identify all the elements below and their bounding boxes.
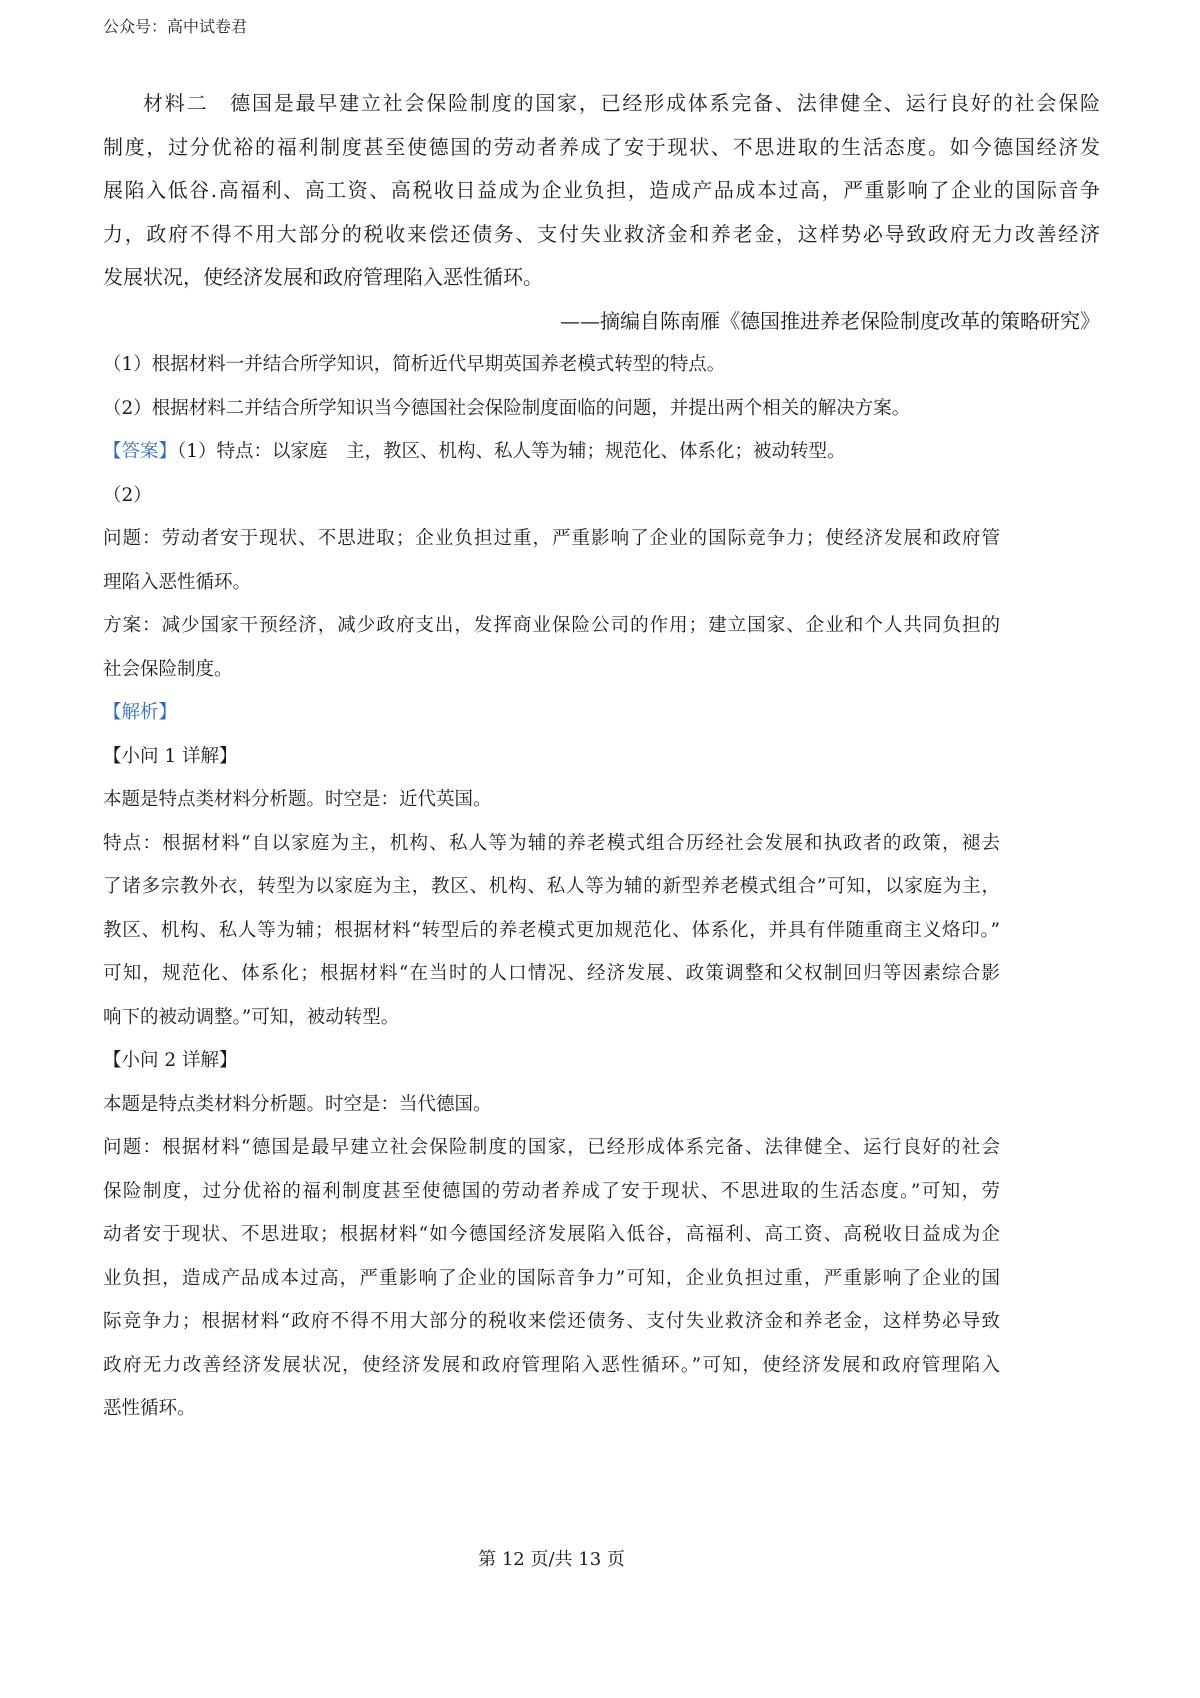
page-number: 第 12 页/共 13 页 bbox=[478, 1549, 625, 1570]
sub-question-2-line: 保险制度，过分优裕的福利制度甚至使德国的劳动者养成了安于现状、不思进取的生活态度。”可知，劳 bbox=[103, 1180, 1000, 1202]
answer-solution-line: 方案：减少国家干预经济，减少政府支出，发挥商业保险公司的作用；建立国家、企业和个人共同负担的 bbox=[103, 615, 1000, 637]
material-line: 制度，过分优裕的福利制度甚至使德国的劳动者养成了安于现状、不思进取的生活态度。如今德国经济发 bbox=[103, 134, 1100, 159]
material-line: 材料二 德国是最早建立社会保险制度的国家，已经形成体系完备、法律健全、运行良好的社会保险 bbox=[143, 91, 1100, 115]
document-body bbox=[103, 82, 1100, 1431]
answer-problem-line: 问题：劳动者安于现状、不思进取；企业负担过重，严重影响了企业的国际竞争力；使经济发展和政府管 bbox=[103, 528, 1000, 550]
sub-question-1-line: 可知，规范化、体系化；根据材料“在当时的人口情况、经济发展、政策调整和父权制回归等因素综合影 bbox=[103, 963, 1000, 985]
header-label: 公众号：高中试卷君 bbox=[103, 17, 248, 36]
answer-part-1-text: （1）特点：以家庭 主，教区、机构、私人等为辅；规范化、体系化；被动转型。 bbox=[177, 441, 846, 463]
sub-question-2-line: 恶性循环。 bbox=[103, 1398, 196, 1420]
material-line: 展陷入低谷.高福利、高工资、高税收日益成为企业负担，造成产品成本过高，严重影响了企业的国际音争 bbox=[103, 178, 1100, 203]
sub-question-2-line: 问题：根据材料“德国是最早建立社会保险制度的国家，已经形成体系完备、法律健全、运行良好的社会 bbox=[103, 1137, 1000, 1159]
question-2: （2）根据材料二并结合所学知识当今德国社会保险制度面临的问题，并提出两个相关的解决方案。 bbox=[103, 397, 911, 419]
sub-question-1-line: 响下的被动调整。”可知，被动转型。 bbox=[103, 1006, 400, 1028]
sub-question-2-title: 【小问 2 详解】 bbox=[103, 1050, 238, 1072]
material-line: 发展状况，使经济发展和政府管理陷入恶性循环。 bbox=[103, 265, 543, 290]
sub-question-1-line: 了诸多宗教外衣，转型为以家庭为主，教区、机构、私人等为辅的新型养老模式组合”可知，以家庭为主， bbox=[103, 876, 1000, 898]
sub-question-1-line: 特点：根据材料“自以家庭为主，机构、私人等为辅的养老模式组合历经社会发展和执政者的政策，褪去 bbox=[103, 832, 1000, 854]
sub-question-1-title: 【小问 1 详解】 bbox=[103, 745, 238, 767]
sub-question-2-line: 动者安于现状、不思进取；根据材料“如今德国经济发展陷入低谷，高福利、高工资、高税收日益成为企 bbox=[103, 1224, 1000, 1246]
question-1: （1）根据材料一并结合所学知识，简析近代早期英国养老模式转型的特点。 bbox=[103, 354, 726, 376]
answer-label: 【答案】 bbox=[103, 441, 178, 463]
material-source: ——摘编自陈南雁《德国推进养老保险制度改革的策略研究》 bbox=[560, 308, 1100, 333]
answer-solution-line: 社会保险制度。 bbox=[103, 658, 233, 680]
material-line: 力，政府不得不用大部分的税收来偿还债务、支付失业救济金和养老金，这样势必导致政府无力改善经济 bbox=[103, 221, 1100, 246]
answer-problem-line: 理陷入恶性循环。 bbox=[103, 571, 252, 593]
sub-question-2-line: 业负担，造成产品成本过高，严重影响了企业的国际音争力”可知，企业负担过重，严重影响了企业的国 bbox=[103, 1267, 1000, 1289]
sub-question-1-intro: 本题是特点类材料分析题。时空是：近代英国。 bbox=[103, 789, 492, 811]
answer-part-2-label: （2） bbox=[103, 484, 152, 506]
sub-question-1-line: 教区、机构、私人等为辅；根据材料“转型后的养老模式更加规范化、体系化，并具有伴随重商主义烙印。” bbox=[103, 919, 1000, 941]
answer-part-1 bbox=[103, 430, 1000, 474]
sub-question-2-intro: 本题是特点类材料分析题。时空是：当代德国。 bbox=[103, 1093, 492, 1115]
sub-question-2-line: 政府无力改善经济发展状况，使经济发展和政府管理陷入恶性循环。”可知，使经济发展和政府管理陷入 bbox=[103, 1354, 1000, 1376]
analysis-label: 【解析】 bbox=[103, 702, 178, 724]
sub-question-2-line: 际竞争力；根据材料“政府不得不用大部分的税收来偿还债务、支付失业救济金和养老金，这样势必导致 bbox=[103, 1311, 1000, 1333]
